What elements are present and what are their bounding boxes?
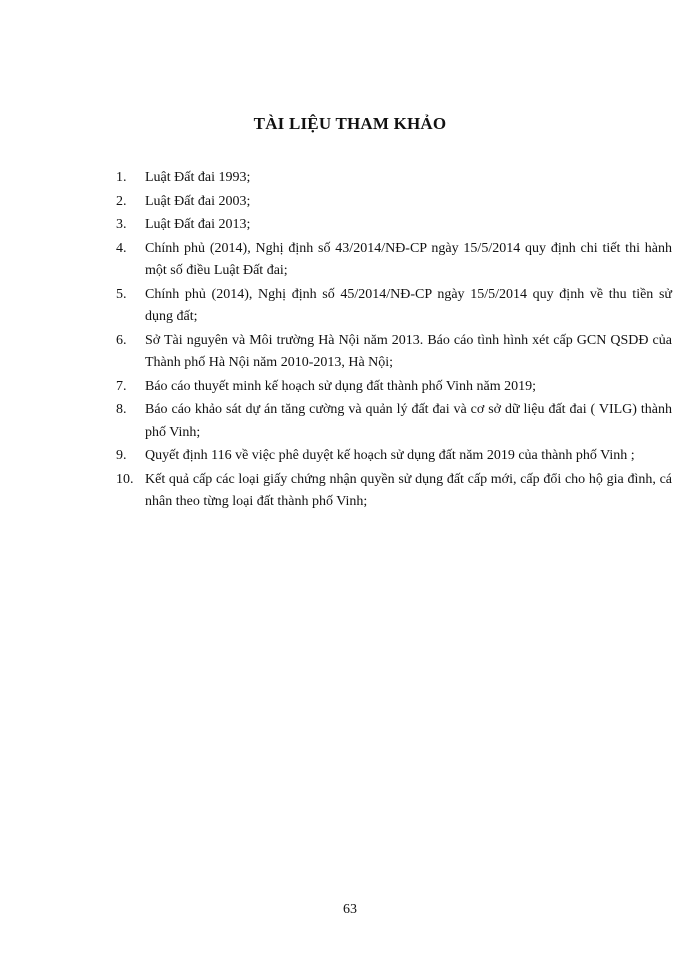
page-title: TÀI LIỆU THAM KHẢO (253, 114, 447, 133)
reference-number: 1. (116, 170, 127, 185)
reference-item (116, 191, 672, 214)
reference-item (116, 330, 672, 375)
reference-text: Báo cáo khảo sát dự án tăng cường và quản lý đất đai và cơ sở dữ liệu đất đai ( VILG) thành phố Vinh; (145, 402, 672, 440)
reference-item (116, 284, 672, 329)
reference-list (116, 167, 672, 515)
reference-item (116, 399, 672, 444)
reference-text: Chính phủ (2014), Nghị định số 43/2014/NĐ-CP ngày 15/5/2014 quy định chi tiết thi hành một số điều Luật Đất đai; (145, 240, 672, 278)
reference-number: 4. (116, 240, 127, 256)
reference-item (116, 469, 672, 514)
reference-number: 8. (116, 402, 127, 417)
reference-item (116, 167, 672, 190)
reference-item (116, 376, 672, 399)
reference-item (116, 238, 672, 283)
reference-number: 6. (116, 332, 127, 348)
reference-number: 3. (116, 217, 127, 232)
reference-text: Sở Tài nguyên và Môi trường Hà Nội năm 2013. Báo cáo tình hình xét cấp GCN QSDĐ của Thành phố Hà Nội năm 2010-2013, Hà Nội; (145, 332, 672, 370)
reference-text: Kết quả cấp các loại giấy chứng nhận quyền sử dụng đất cấp mới, cấp đổi cho hộ gia đình, cá nhân theo từng loại đất thành phố Vinh; (145, 471, 672, 509)
reference-text: Chính phủ (2014), Nghị định số 45/2014/NĐ-CP ngày 15/5/2014 quy định về thu tiền sử dụng đất; (145, 286, 672, 324)
reference-text: Quyết định 116 về việc phê duyệt kế hoạch sử dụng đất năm 2019 của thành phố Vinh ; (145, 448, 635, 463)
reference-text: Luật Đất đai 1993; (145, 170, 251, 185)
reference-number: 10. (116, 471, 134, 487)
reference-item (116, 445, 672, 468)
reference-number: 9. (116, 448, 127, 463)
reference-text: Báo cáo thuyết minh kế hoạch sử dụng đất thành phố Vinh năm 2019; (145, 378, 537, 394)
reference-item (116, 214, 672, 237)
reference-number: 7. (116, 378, 127, 394)
page-number: 63 (343, 902, 357, 917)
reference-text: Luật Đất đai 2003; (145, 193, 251, 209)
reference-text: Luật Đất đai 2013; (145, 217, 251, 232)
reference-number: 5. (116, 286, 127, 302)
reference-number: 2. (116, 193, 127, 209)
